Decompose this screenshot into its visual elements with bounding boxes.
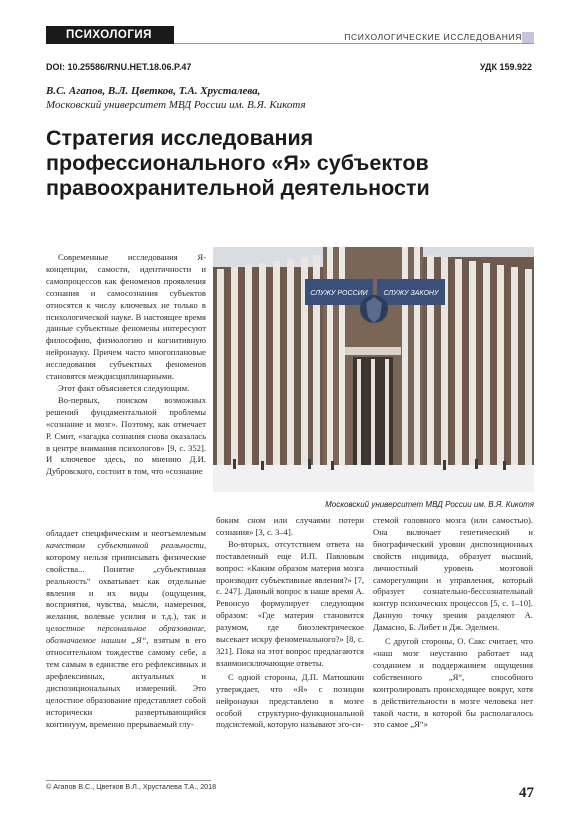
doi: DOI: 10.25586/RNU.HET.18.06.P.47 (46, 62, 192, 72)
column-1-lower (46, 528, 206, 730)
university-building-photo (213, 247, 534, 492)
section-label: ПСИХОЛОГИЯ (46, 26, 174, 44)
column-3 (373, 515, 533, 731)
police-emblem-icon (360, 295, 388, 323)
paragraph: С другой стороны, О. Сакс считает, что «наш мозг неустанно работает над созданием и поддержанием ощущения собственного „Я“, способного контролировать происходящее вокруг, хотя в действительности в мозге человека нет такой части, в которой бы располагалось это самое „Я“» (373, 636, 533, 730)
paragraph: обладает специфическим и неотъемлемым качеством субъективной реальности, которому нельзя приписывать физические свойства... Понятие „субъективная реальность“ охватывает как отдельные явления и их виды (ощущения, восприятия, чувства, мысли, намерения, желания, волевые усилия и т.д.), так и целостное персональное образование, обозначаемое нашим „Я“, взятым в его относительном тождестве самому себе, а тем самым в единстве его рефлексивных и арефлексивных, актуальных и диспозициональных измерений. Это целостное образование представляет собой исторически развертывающийся континуум, временно прерываемый глу- (46, 528, 206, 729)
header-divider (174, 43, 534, 44)
paragraph: боким сном или случаями потери сознания» [3, с. 3–4]. (216, 515, 364, 537)
title-line-3: правоохранительной деятельности (46, 176, 430, 200)
footer-divider (46, 780, 211, 781)
title-line-2: профессионального «Я» субъектов (46, 151, 429, 175)
column-2 (216, 515, 364, 731)
photo-caption: Московский университет МВД России им. В.Я. Кикотя (325, 500, 534, 509)
paragraph: Во-вторых, отсутствием ответа на поставленный еще И.П. Павловым вопрос: «Каким образом материя мозга производит субъективные явления?» [7, с. 247]. Данный вопрос в наше время А. Ревонсуо формулирует следующим образом: «Где материя становится разумом, где биоэлектрическое высекает искру феноменального?» [8, с. 321]. Пока на этот вопрос предлагаются взаимоисключающие ответы. (216, 538, 364, 668)
paragraph: Во-первых, поиском возможных решений фундаментальной проблемы «сознание и мозг». Поэтому, как отмечает Р. Смит, «загадка сознания снова оказалась в центре внимания психологов» [9, с. 352]. И ключевое здесь, по мнению Д.И. Дубровского, состоит в том, что «сознание (46, 394, 206, 477)
rubric-color-box (522, 32, 534, 43)
copyright: © Агапов В.С., Цветков В.Л., Хрусталева Т.А., 2018 (46, 782, 217, 791)
authors: В.С. Агапов, В.Л. Цветков, Т.А. Хрусталева, (46, 85, 261, 97)
paragraph: Этот факт объясняется следующим. (58, 382, 190, 393)
title-line-1: Стратегия исследования (46, 126, 314, 150)
article-title (46, 126, 516, 201)
udk: УДК 159.922 (479, 62, 532, 72)
paragraph: Современные исследования Я-концепции, самости, идентичности и самопроцессов как феноменов проявления сознания и самосознания субъектов относятся к числу ключевых не только в психологической науке. В настоящее время данные субъектные феномены интересуют философию, физиологию и когнитивную нейронауку. Причем часто многоплановые исследования субъектных феноменов становятся междисциплинарными. (46, 252, 206, 382)
page-number: 47 (519, 785, 534, 801)
banner-left-text: СЛУЖУ РОССИИ (310, 290, 368, 297)
paragraph: С одной стороны, Д.П. Матюшкин утверждает, что «Я» с позиции нейронауки представлено в мозге особой структурно-функциональной подсистемой, которую называют эго-си- (216, 671, 364, 730)
paragraph: стемой головного мозга (или самостью). Она включает генетический и биографический уровни диспозиционных свойств индивида, образует высший, личностный уровень мозговой саморегуляции и управления, который образует сознательно-бессознательный контур психических процессов [5, с. 1–10]. Данную точку зрения разделяют А. Дамасио, Б. Либет и Дж. Эделмен. (373, 515, 533, 633)
banner-right-text: СЛУЖУ ЗАКОНУ (383, 290, 439, 297)
rubric-label: ПСИХОЛОГИЧЕСКИЕ ИССЛЕДОВАНИЯ (344, 32, 522, 42)
column-1-upper (46, 252, 206, 478)
affiliation: Московский университет МВД России им. В.Я. Кикотя (46, 99, 306, 111)
